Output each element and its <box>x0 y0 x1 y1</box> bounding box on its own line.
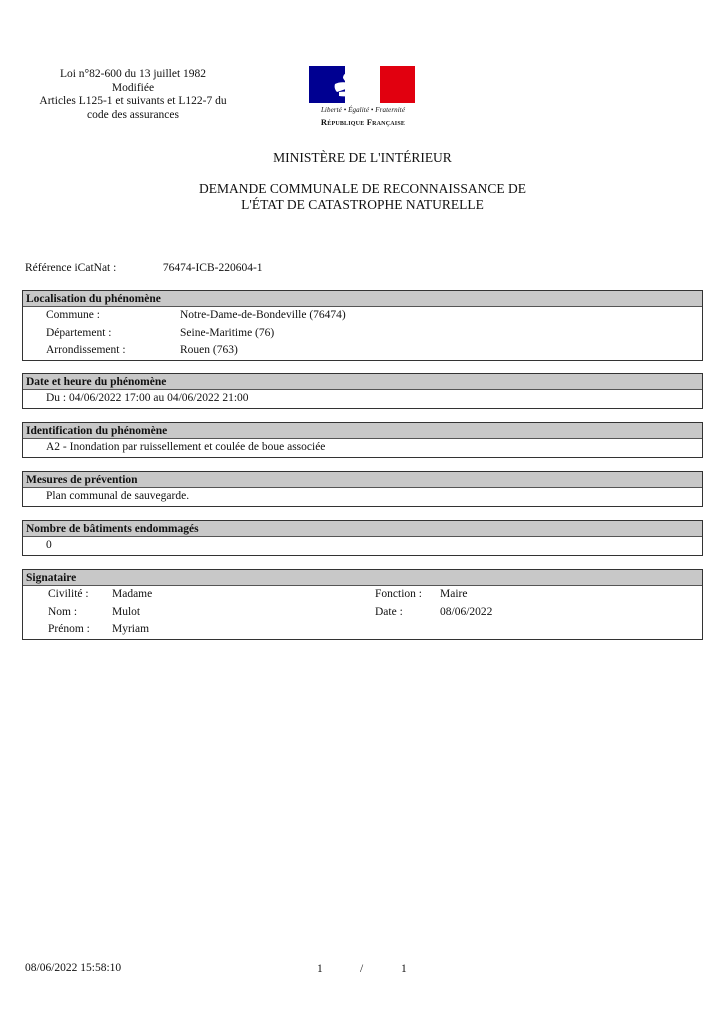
date-value: 08/06/2022 <box>440 605 493 618</box>
nom-label: Nom : <box>48 605 78 618</box>
identification-section <box>22 422 703 458</box>
republic-motto: Liberté • Égalité • Fraternité <box>320 106 406 114</box>
section-header: Signataire <box>23 570 702 586</box>
table-row <box>23 439 702 457</box>
row-value: 0 <box>46 539 52 551</box>
localisation-section <box>22 290 703 361</box>
section-header: Date et heure du phénomène <box>23 374 702 390</box>
table-row <box>23 342 702 360</box>
republic-name: République Française <box>320 117 406 127</box>
page-total: 1 <box>401 963 407 975</box>
civilite-label: Civilité : <box>48 588 89 600</box>
date-label: Date : <box>375 605 403 618</box>
law-line: Loi n°82-600 du 13 juillet 1982 <box>59 68 207 80</box>
reference-line <box>25 262 263 274</box>
page-separator: / <box>360 963 364 975</box>
nom-value: Mulot <box>112 605 141 618</box>
print-timestamp: 08/06/2022 15:58:10 <box>25 962 122 974</box>
row-value: Rouen (763) <box>180 344 238 356</box>
reference-value: 76474-ICB-220604-1 <box>162 262 263 274</box>
row-label: Arrondissement : <box>46 344 126 356</box>
document-title <box>0 181 725 213</box>
row-value: Plan communal de sauvegarde. <box>46 490 190 502</box>
republic-logo <box>309 66 417 127</box>
page-number: 1 <box>317 963 323 975</box>
civilite-value: Madame <box>112 588 153 600</box>
prevention-section <box>22 471 703 507</box>
table-row <box>23 307 702 325</box>
reference-label: Référence iCatNat : <box>25 262 117 274</box>
law-line: code des assurances <box>87 108 179 121</box>
table-row <box>23 586 702 604</box>
section-header: Nombre de bâtiments endommagés <box>23 521 702 537</box>
fonction-value: Maire <box>440 588 468 600</box>
law-line: Modifiée <box>111 81 155 94</box>
table-row <box>23 488 702 506</box>
title-line: L'ÉTAT DE CATASTROPHE NATURELLE <box>241 197 484 212</box>
row-label: Département : <box>46 326 112 339</box>
batiments-section <box>22 520 703 556</box>
law-line: Articles L125-1 et suivants et L122-7 du <box>39 95 227 107</box>
law-reference <box>28 68 238 122</box>
row-value: Notre-Dame-de-Bondeville (76474) <box>180 309 346 321</box>
title-line: DEMANDE COMMUNALE DE RECONNAISSANCE DE <box>199 181 526 196</box>
table-row <box>23 537 702 555</box>
row-value: A2 - Inondation par ruissellement et coulée de boue associée <box>46 441 326 453</box>
row-value: Seine-Maritime (76) <box>180 326 275 339</box>
table-row <box>23 325 702 343</box>
prenom-label: Prénom : <box>48 623 90 635</box>
row-value: Du : 04/06/2022 17:00 au 04/06/2022 21:00 <box>46 392 249 404</box>
ministry-title: MINISTÈRE DE L'INTÉRIEUR <box>273 150 452 165</box>
marianne-flag-icon <box>309 66 415 103</box>
table-row <box>23 604 702 622</box>
fonction-label: Fonction : <box>375 588 422 600</box>
section-header: Identification du phénomène <box>23 423 702 439</box>
prenom-value: Myriam <box>112 623 150 635</box>
table-row <box>23 621 702 639</box>
date-section <box>22 373 703 409</box>
row-label: Commune : <box>46 309 100 321</box>
section-header: Mesures de prévention <box>23 472 702 488</box>
section-header: Localisation du phénomène <box>23 291 702 307</box>
table-row <box>23 390 702 408</box>
signataire-section <box>22 569 703 640</box>
